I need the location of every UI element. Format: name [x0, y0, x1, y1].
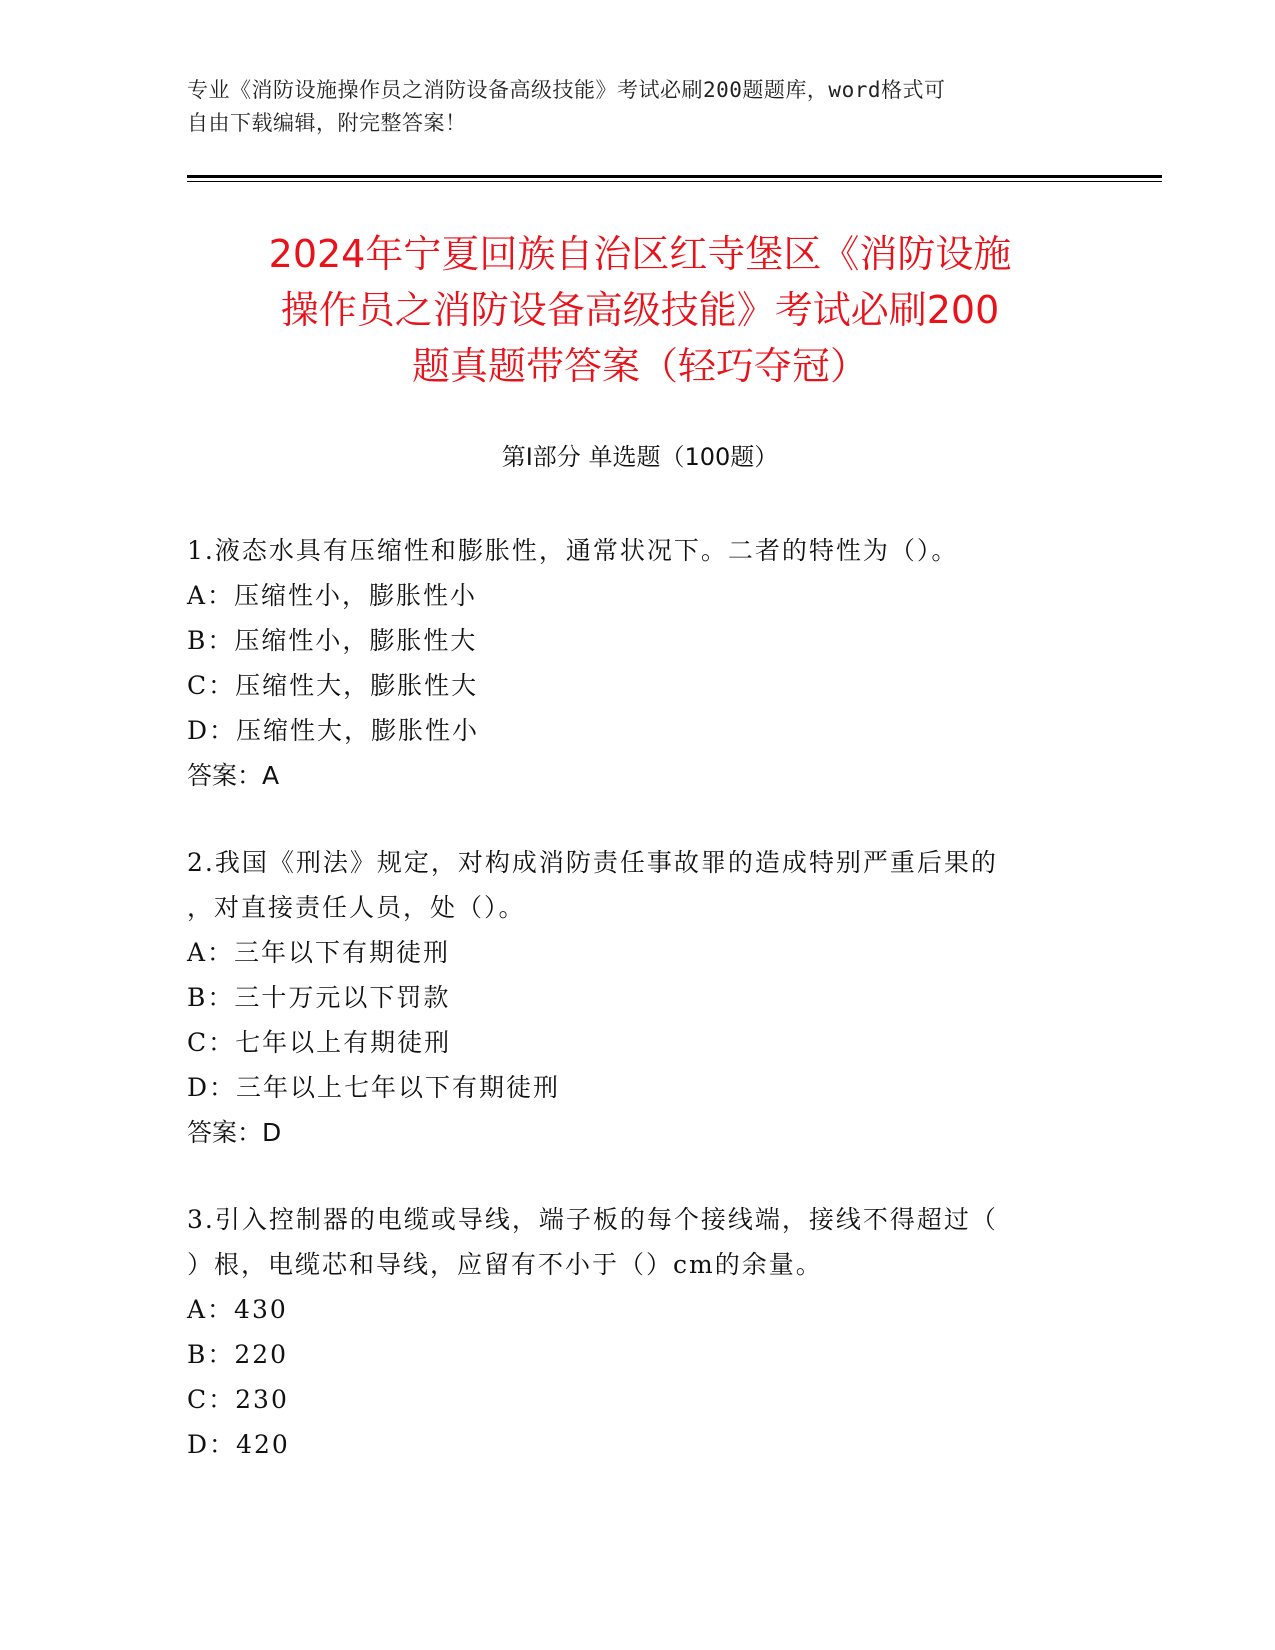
- option-d: D：三年以上七年以下有期徒刑: [187, 1073, 561, 1102]
- option-c: C：230: [187, 1385, 289, 1414]
- section-title: 第Ⅰ部分 单选题（100题）: [501, 443, 779, 471]
- option-d: D：压缩性大，膨胀性小: [187, 716, 480, 745]
- question-item: [187, 528, 1087, 798]
- option-c: C：七年以上有期徒刑: [187, 1028, 452, 1057]
- option-d: D：420: [187, 1430, 290, 1459]
- option-a: A：压缩性小，膨胀性小: [187, 581, 478, 610]
- option-c: C：压缩性大，膨胀性大: [187, 671, 479, 700]
- option-a: A：430: [187, 1295, 288, 1324]
- question-list: [187, 528, 1087, 1509]
- question-stem-line: 1.液态水具有压缩性和膨胀性，通常状况下。二者的特性为（）。: [187, 536, 959, 565]
- document-title-line-3: 题真题带答案（轻巧夺冠）: [411, 344, 868, 388]
- document-title-line-2: 操作员之消防设备高级技能》考试必刷200: [280, 288, 1000, 332]
- document-title: [140, 226, 1140, 394]
- answer-label: 答案：A: [187, 761, 280, 790]
- option-a: A：三年以下有期徒刑: [187, 938, 451, 967]
- option-b: B：压缩性小，膨胀性大: [187, 626, 478, 655]
- option-b: B：220: [187, 1340, 289, 1369]
- header-divider-thin: [187, 181, 1162, 182]
- answer-label: 答案：D: [187, 1118, 282, 1147]
- question-stem-line: 2.我国《刑法》规定，对构成消防责任事故罪的造成特别严重后果的: [187, 848, 998, 877]
- question-item: [187, 840, 1087, 1155]
- question-stem-line: ）根，电缆芯和导线，应留有不小于（）cm的余量。: [187, 1250, 823, 1279]
- question-item: [187, 1197, 1087, 1467]
- document-header-note: [187, 74, 1087, 140]
- header-divider-thick: [187, 175, 1162, 178]
- question-stem-line: 3.引入控制器的电缆或导线，端子板的每个接线端，接线不得超过（: [187, 1205, 998, 1234]
- header-note-line-1: 专业《消防设施操作员之消防设备高级技能》考试必刷200题题库，word格式可: [187, 78, 946, 102]
- option-b: B：三十万元以下罚款: [187, 983, 451, 1012]
- question-stem-line: ，对直接责任人员，处（）。: [187, 893, 526, 922]
- header-note-line-2: 自由下载编辑，附完整答案！: [187, 111, 467, 135]
- document-title-line-1: 2024年宁夏回族自治区红寺堡区《消防设施: [268, 232, 1012, 276]
